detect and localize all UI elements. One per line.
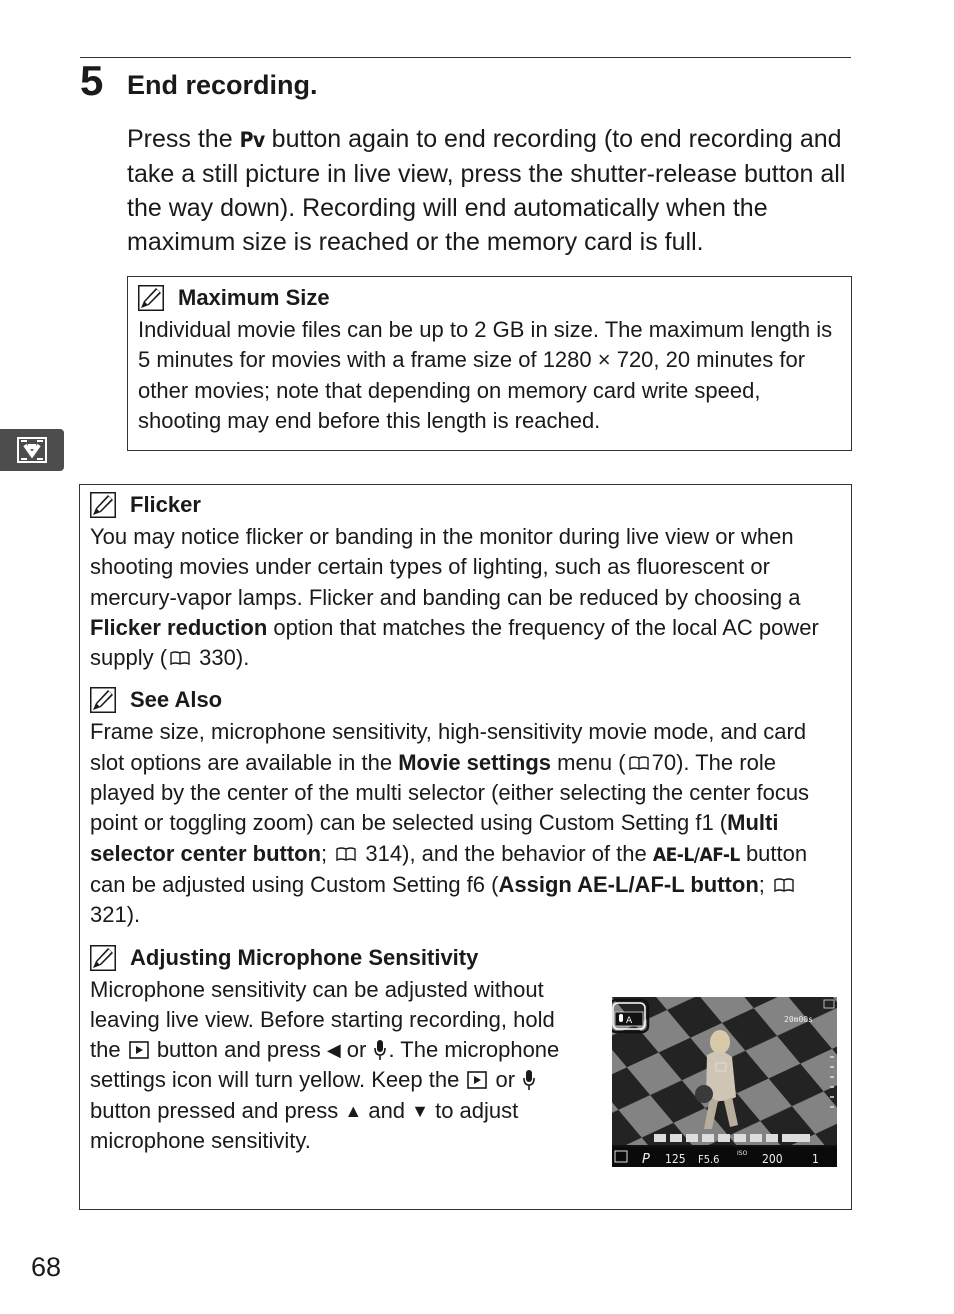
pencil-note-icon (90, 945, 116, 971)
remaining-time: 20m00s (784, 1015, 813, 1024)
book-reference-icon (773, 877, 795, 893)
note-text: Microphone sensitivity can be adjusted without leaving live view. Before starting recording, hold the button and press ◀ or . The microphone settings icon will turn yellow. Keep the or button pressed and press ▲ and ▼ to adjust microphone sensitivity. (90, 976, 560, 1154)
note-title: Flicker (130, 492, 201, 517)
shutter-speed: 125 (665, 1152, 686, 1166)
page-number: 68 (31, 1252, 62, 1282)
note-see-also (90, 685, 841, 930)
live-view-screen (612, 997, 837, 1167)
pencil-note-icon (138, 285, 164, 311)
note-title: Maximum Size (178, 285, 330, 310)
left-arrow-icon: ◀ (326, 1040, 341, 1061)
down-arrow-icon: ▼ (411, 1100, 429, 1121)
step-number: 5 (80, 57, 104, 104)
note-text: Frame size, microphone sensitivity, high-sensitivity movie mode, and card slot options are available in the Movie settings menu ( 70). The role played by the center of the multi selector (either selecting the center focus point or toggling zoom) can be selected using Custom Setting f1 (Multi selector center button; 314), and the behavior of the AE-L/AF-L button can be adjusted using Custom Setting f6 (Assign AE-L/AF-L button; 321). (90, 719, 810, 928)
note-title: Adjusting Microphone Sensitivity (130, 944, 479, 970)
microphone-icon (522, 1069, 536, 1091)
note-maximum-size (127, 276, 852, 451)
notes-box (79, 484, 852, 1210)
ae-l-af-l-button-glyph: AE-L/AF-L (652, 843, 740, 866)
mic-mode-label: A (626, 1016, 633, 1026)
live-view-illustration (612, 997, 837, 1167)
top-rule (80, 57, 851, 58)
movie-section-tab (0, 429, 64, 471)
microphone-icon (373, 1039, 387, 1061)
book-reference-icon (628, 755, 650, 771)
pencil-note-icon (90, 492, 116, 518)
aperture-value: F5.6 (698, 1153, 720, 1166)
iso-value: 200 (762, 1152, 783, 1166)
playback-button-icon (129, 1041, 149, 1059)
step-title: End recording. (127, 70, 318, 100)
pencil-note-icon (90, 687, 116, 713)
note-title: See Also (130, 687, 223, 713)
book-reference-icon (335, 846, 357, 862)
book-reference-icon (169, 650, 191, 666)
note-text: You may notice flicker or banding in the monitor during live view or when shooting movies under certain types of lighting, such as fluorescent or mercury-vapor lamps. Flicker and banding can be reduced by choosing a Flicker reduction option that matches the frequency of the local AC power supply ( 330). (90, 524, 819, 671)
pv-button-glyph: Pv (239, 128, 265, 152)
iso-label: ISO (737, 1150, 748, 1157)
movie-camera-icon (17, 437, 47, 463)
up-arrow-icon: ▲ (344, 1100, 363, 1121)
note-flicker (90, 490, 841, 673)
playback-button-icon (467, 1071, 487, 1089)
exposure-mode: P (642, 1152, 650, 1167)
step-body: Press the Pv button again to end recording (to end recording and take a still picture in live view, press the shutter-release button all the way down). Recording will end automatically when the maximum size is reached or the memory card is full. (127, 125, 846, 256)
shots-remaining: 1 (812, 1152, 819, 1166)
note-text: Individual movie files can be up to 2 GB in size. The maximum length is 5 minutes for movies with a frame size of 1280 × 720, 20 minutes for other movies; note that depending on memory card write speed, shooting may end before this length is reached. (138, 317, 833, 433)
